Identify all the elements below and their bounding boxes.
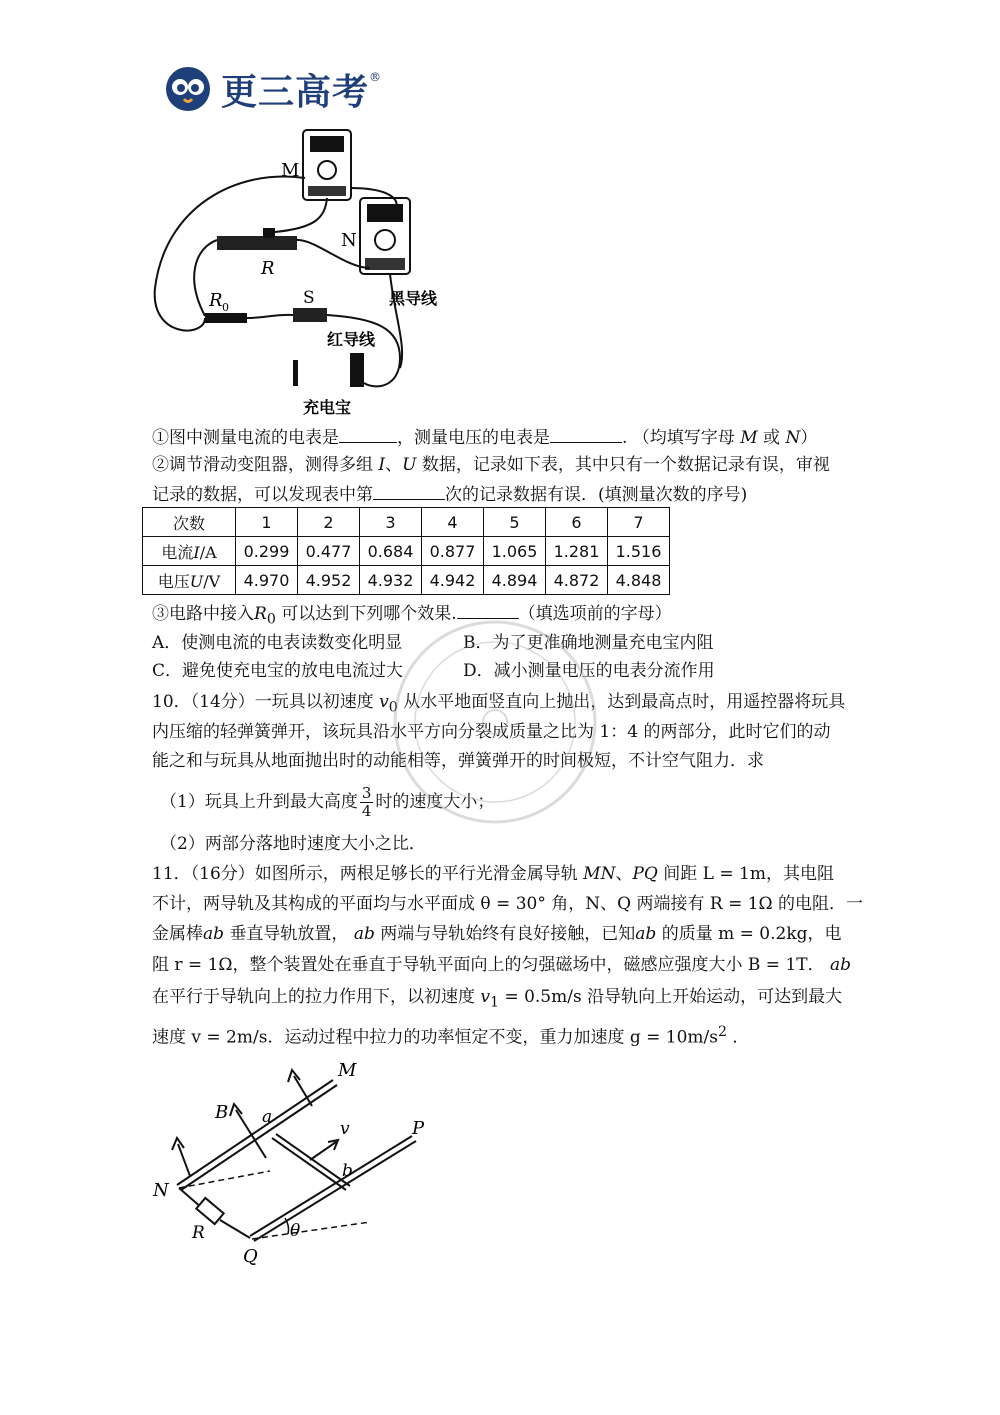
option-d[interactable]: D．减小测量电压的电表分流作用: [463, 661, 715, 681]
q11-line2: 不计，两导轨及其构成的平面均与水平面成 θ = 30° 角，N、Q 两端接有 R = 1Ω 的电阻．一: [152, 894, 864, 914]
table-cell: 4.970: [236, 566, 298, 595]
q9-options-row1: [152, 631, 402, 655]
answer-blank[interactable]: [339, 424, 397, 443]
label-a: a: [262, 1107, 273, 1127]
q10-line1: 10．（14分）一玩具以初速度 $v_0$ 从水平地面竖直向上抛出，达到最高点时，用遥控器将玩具: [152, 692, 846, 716]
label-black-wire: 黑导线: [389, 289, 438, 308]
label-v: v: [340, 1119, 350, 1139]
label-switch: S: [303, 288, 315, 308]
q10-sub1: （1）玩具上升到最大高度 $\frac{3}{4}$ 时的速度大小；: [160, 784, 495, 820]
row-label: 次数: [143, 508, 236, 537]
label-meter-n: N: [341, 230, 357, 251]
q11-line5: 在平行于导轨向上的拉力作用下，以初速度 $v_1 = 0.5m/s$ 沿导轨向上开始运动，可达到最大: [152, 987, 843, 1011]
q10-line2: 内压缩的轻弹簧弹开，该玩具沿水平方向分裂成质量之比为 1：4 的两部分，此时它们的动: [152, 722, 831, 742]
table-cell: 1: [236, 508, 298, 537]
brand-logo: [165, 66, 381, 112]
label-r: R: [192, 1223, 205, 1243]
table-cell: 0.684: [360, 537, 422, 566]
table-cell: 4.942: [422, 566, 484, 595]
label-r0-sub: 0: [222, 301, 229, 314]
row-label: 电压U/V: [143, 566, 236, 595]
table-row: [143, 566, 670, 595]
label-r0: R: [209, 290, 223, 311]
label-b: b: [342, 1161, 353, 1181]
row-label: 电流I/A: [143, 537, 236, 566]
table-cell: 1.281: [546, 537, 608, 566]
label-p: P: [412, 1118, 425, 1139]
watermark-stamp: [385, 612, 605, 832]
label-theta: θ: [290, 1221, 301, 1241]
label-meter-m: M: [281, 160, 300, 181]
table-cell: 4.952: [298, 566, 360, 595]
q9-part2-line1: ②调节滑动变阻器，测得多组 I、U 数据，记录如下表，其中只有一个数据记录有误，审视: [152, 455, 830, 475]
table-cell: 0.877: [422, 537, 484, 566]
table-cell: 4.872: [546, 566, 608, 595]
table-cell: 4.848: [608, 566, 670, 595]
q11-line4: 阻 r = 1Ω，整个装置处在垂直于导轨平面向上的匀强磁场中，磁感应强度大小 B = 1T． ab: [152, 955, 852, 975]
answer-blank[interactable]: [550, 424, 622, 443]
label-rheostat: R: [261, 258, 275, 279]
table-cell: 5: [484, 508, 546, 537]
q9-options-row2: [152, 659, 403, 683]
answer-blank[interactable]: [373, 481, 445, 500]
q11-line3: 金属棒ab 垂直导轨放置， ab 两端与导轨始终有良好接触，已知ab 的质量 m = 0.2kg，电: [152, 924, 842, 944]
table-cell: 3: [360, 508, 422, 537]
table-cell: 0.477: [298, 537, 360, 566]
table-cell: 4: [422, 508, 484, 537]
table-cell: 4.932: [360, 566, 422, 595]
table-cell: 6: [546, 508, 608, 537]
option-c[interactable]: C．避免使充电宝的放电电流过大: [152, 661, 404, 681]
label-red-wire: 红导线: [327, 330, 376, 349]
q9-part3: ③电路中接入$R_0$ 可以达到下列哪个效果. （填选项前的字母）: [152, 600, 672, 631]
option-a[interactable]: A．使测电流的电表读数变化明显: [152, 633, 403, 653]
label-m: M: [338, 1060, 357, 1081]
label-n: N: [153, 1180, 169, 1201]
table-cell: 4.894: [484, 566, 546, 595]
table-row: [143, 537, 670, 566]
label-q: Q: [243, 1246, 258, 1267]
registered-mark: ®: [369, 70, 382, 84]
brand-name: 更三高考: [221, 71, 370, 113]
table-cell: 1.516: [608, 537, 670, 566]
table-row: [143, 508, 670, 537]
table-cell: 2: [298, 508, 360, 537]
measurement-table: [142, 507, 670, 595]
label-b-field: B: [215, 1102, 229, 1123]
q11-line6: 速度 v = 2m/s．运动过程中拉力的功率恒定不变，重力加速度 $g = 10m/s^2$ ．: [152, 1024, 750, 1048]
circuit-figure: [145, 128, 455, 420]
table-cell: 0.299: [236, 537, 298, 566]
label-charger: 充电宝: [303, 398, 352, 417]
table-cell: 7: [608, 508, 670, 537]
q10-line3: 能之和与玩具从地面抛出时的动能相等，弹簧弹开的时间极短，不计空气阻力．求: [152, 751, 764, 771]
q10-sub2: （2）两部分落地时速度大小之比．: [160, 834, 426, 854]
q9-part2-line2: 记录的数据，可以发现表中第 次的记录数据有误．(填测量次数的序号): [152, 481, 747, 507]
q9-part1: ①图中测量电流的电表是 ，测量电压的电表是 . （均填写字母 M 或 N）: [152, 424, 817, 450]
option-b[interactable]: B．为了更准确地测量充电宝内阻: [463, 633, 714, 653]
rails-figure: [150, 1058, 440, 1278]
owl-logo-icon: [165, 66, 211, 112]
fraction-three-quarters: $\frac{3}{4}$: [361, 784, 372, 820]
q11-line1: 11．（16分）如图所示，两根足够长的平行光滑金属导轨 MN、PQ 间距 L = 1m，其电阻: [152, 864, 834, 884]
table-cell: 1.065: [484, 537, 546, 566]
